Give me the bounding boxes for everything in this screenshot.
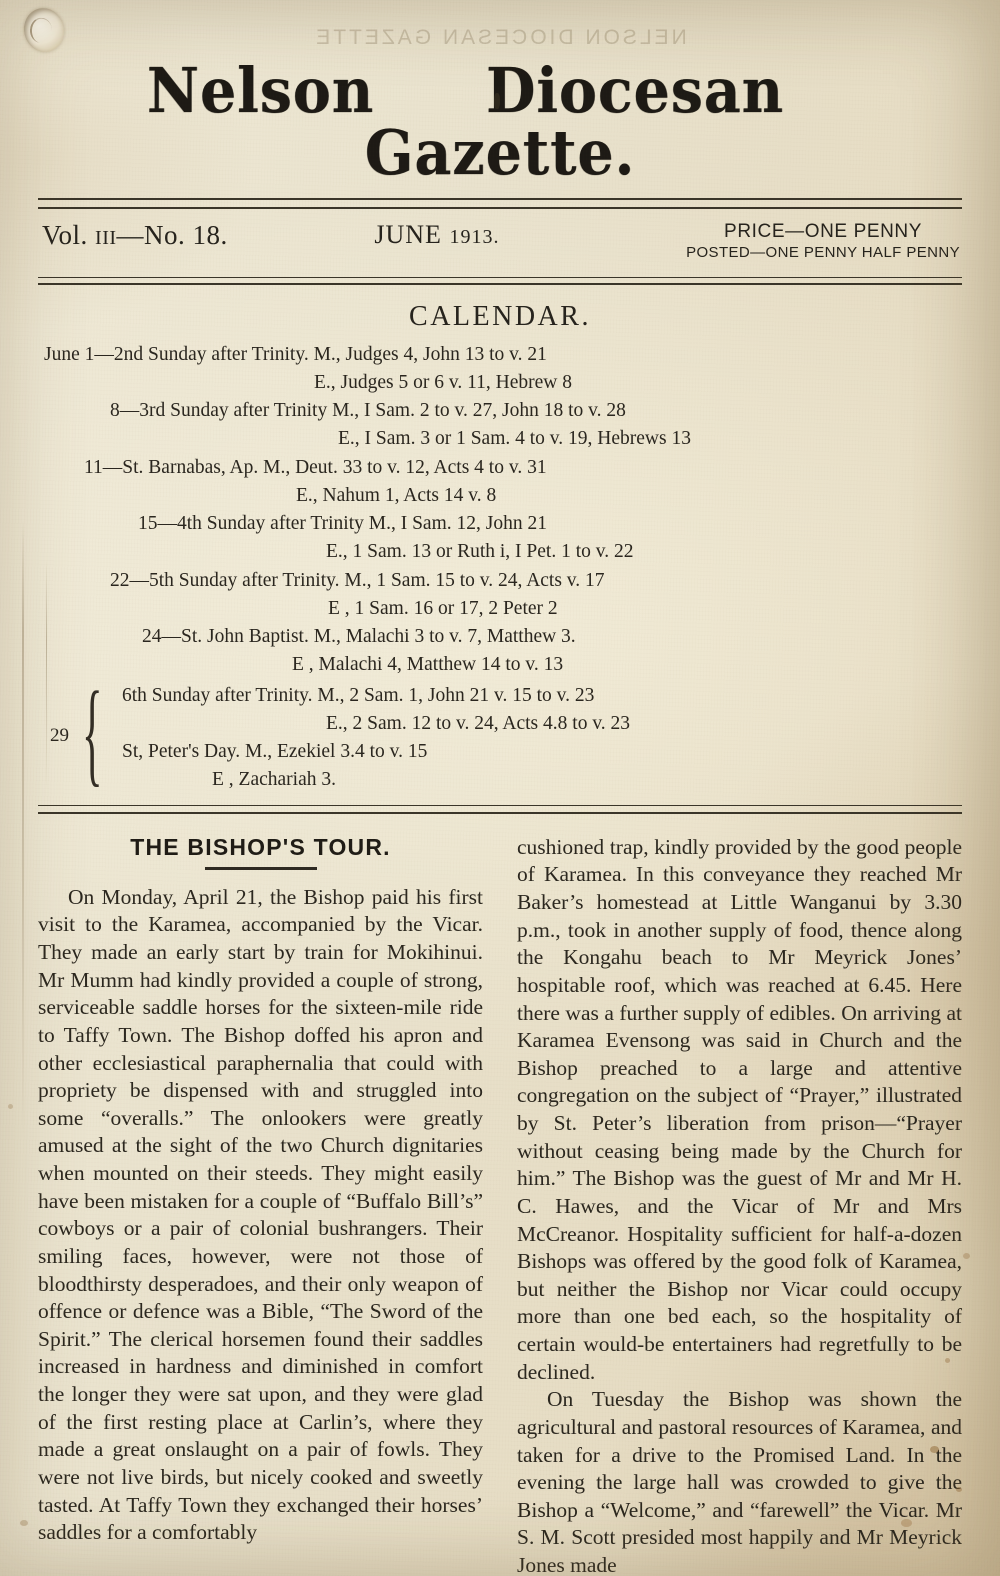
calendar-row: E., I Sam. 3 or 1 Sam. 4 to v. 19, Hebrews 13	[338, 428, 691, 450]
brace-icon: {	[82, 666, 103, 797]
calendar-braced-rows	[38, 682, 962, 795]
calendar-body	[38, 341, 962, 795]
calendar-row: 24—St. John Baptist. M., Malachi 3 to v. 7, Matthew 3.	[142, 626, 576, 648]
calendar-row: E., Judges 5 or 6 v. 11, Hebrew 8	[314, 371, 572, 393]
calendar-row: 6th Sunday after Trinity. M., 2 Sam. 1, John 21 v. 15 to v. 23	[122, 684, 595, 706]
volume-label: Vol.	[42, 220, 88, 250]
price-block	[686, 220, 962, 263]
bleed-through-text: NELSON DIOCESAN GAZETTE	[313, 26, 687, 49]
article-paragraph: On Monday, April 21, the Bishop paid his first visit to the Karamea, accompanied by the Vicar. They made an early start by train for Mokihinui. Mr Mumm had kindly provided a couple of strong, serviceable saddle horses for the sixteen-mile ride to Taffy Town. The Bishop doffed his apron and other ecclesiastical paraphernalia that could with propriety be dispensed with and struggled into some “overalls.” The onlookers were greatly amused at the sight of the two Church dignitaries when mounted on their steeds. They might easily have been mistaken for a couple of “Buffalo Bill’s” cowboys or a pair of colonial bushrangers. Their smiling faces, however, were not those of bloodthirsty desperadoes, and their only weapon of offence or defence was a Bible, “The Sword of the Spirit.” The clerical horsemen found their saddles increased in hardness and diminished in comfort the longer they were sat upon, and they were glad of the first resting place at Carlin’s, where they made a great onslaught on a pair of fowls. They were not live birds, but nicely cooked and sweetly tasted. At Taffy Town they exchanged their horses’ saddles for a comfortably	[38, 884, 483, 1545]
article-paragraph: cushioned trap, kindly provided by the good people of Karamea. In this conveyance they reached Mr Baker’s homestead at Little Wanganui by 3.30 p.m., took in another supply of food, thence along the Kongahu beach to Mr Meyrick Jones’ hospitable roof, which was reached at 6.45. Here there was a further supply of edibles. On arriving at Karamea Evensong was said in Church and the Bishop preached to a large and attentive congregation on the subject of “Prayer,” illustrated by St. Peter’s liberation from prison—“Prayer without ceasing being made by the Church for him.” The Bishop was the guest of Mr and Mr H. C. Hawes, and the Vicar of Mr and Mrs McCreanor. Hospitality sufficient for half-a-dozen Bishops was offered by the good folk of Karamea, but neither the Bishop nor Vicar could occupy more than one bed each, so the hospitality of certain would-be entertainers had regretfully to be declined.	[517, 834, 962, 1384]
masthead-word-diocesan: Diocesan	[485, 54, 784, 127]
rule-above-volume-line	[38, 198, 962, 209]
article-column-right	[517, 834, 962, 1576]
posted-price-line: POSTED—ONE PENNY HALF PENNY	[686, 243, 960, 261]
headline-underline-rule	[205, 867, 317, 870]
issue-year: 1913.	[449, 226, 500, 248]
calendar-row: June 1—2nd Sunday after Trinity. M., Judges 4, John 13 to v. 21	[44, 343, 547, 365]
calendar-row: 8—3rd Sunday after Trinity M., I Sam. 2 to v. 27, John 18 to v. 28	[110, 400, 626, 422]
issue-number: —No. 18.	[116, 220, 228, 250]
volume-number: III	[95, 227, 117, 249]
article-column-left	[38, 834, 483, 1576]
price-line: PRICE—ONE PENNY	[724, 221, 923, 242]
calendar-braced-group	[38, 666, 962, 797]
rule-below-calendar	[38, 805, 962, 814]
article-section	[38, 834, 962, 1576]
calendar-heading: CALENDAR.	[409, 300, 591, 332]
calendar-row: 15—4th Sunday after Trinity M., I Sam. 12, John 21	[138, 513, 547, 535]
calendar-row: 22—5th Sunday after Trinity. M., 1 Sam. 15 to v. 24, Acts v. 17	[110, 569, 605, 591]
volume-line	[38, 220, 962, 263]
masthead-word-gazette: Gazette.	[364, 116, 636, 189]
calendar-row: E., 2 Sam. 12 to v. 24, Acts 4.8 to v. 23	[326, 712, 631, 734]
volume-issue	[38, 220, 228, 251]
calendar-row: E., 1 Sam. 13 or Ruth i, I Pet. 1 to v. 22	[326, 541, 634, 563]
calendar-row: E , Malachi 4, Matthew 14 to v. 13	[292, 654, 564, 676]
rule-below-volume-line	[38, 277, 962, 285]
issue-month: JUNE	[374, 220, 442, 249]
calendar-braced-day: 29	[50, 724, 69, 746]
calendar-row: E , Zachariah 3.	[212, 769, 336, 791]
issue-date	[374, 220, 499, 250]
masthead	[38, 54, 962, 189]
calendar-row: E , 1 Sam. 16 or 17, 2 Peter 2	[328, 597, 558, 619]
masthead-word-nelson: Nelson	[146, 54, 374, 127]
article-headline: THE BISHOP'S TOUR.	[130, 833, 391, 860]
calendar-row: St, Peter's Day. M., Ezekiel 3.4 to v. 15	[122, 741, 428, 763]
calendar-row: 11—St. Barnabas, Ap. M., Deut. 33 to v. 12, Acts 4 to v. 31	[84, 456, 547, 478]
article-paragraph: On Tuesday the Bishop was shown the agricultural and pastoral resources of Karamea, and taken for a drive to the Promised Land. In the evening the large hall was crowded to give the Bishop a “Welcome,” and “farewell” the Vicar. Mr S. M. Scott presided most happily and Mr Meyrick Jones made	[517, 1387, 962, 1576]
calendar-row: E., Nahum 1, Acts 14 v. 8	[296, 484, 497, 506]
